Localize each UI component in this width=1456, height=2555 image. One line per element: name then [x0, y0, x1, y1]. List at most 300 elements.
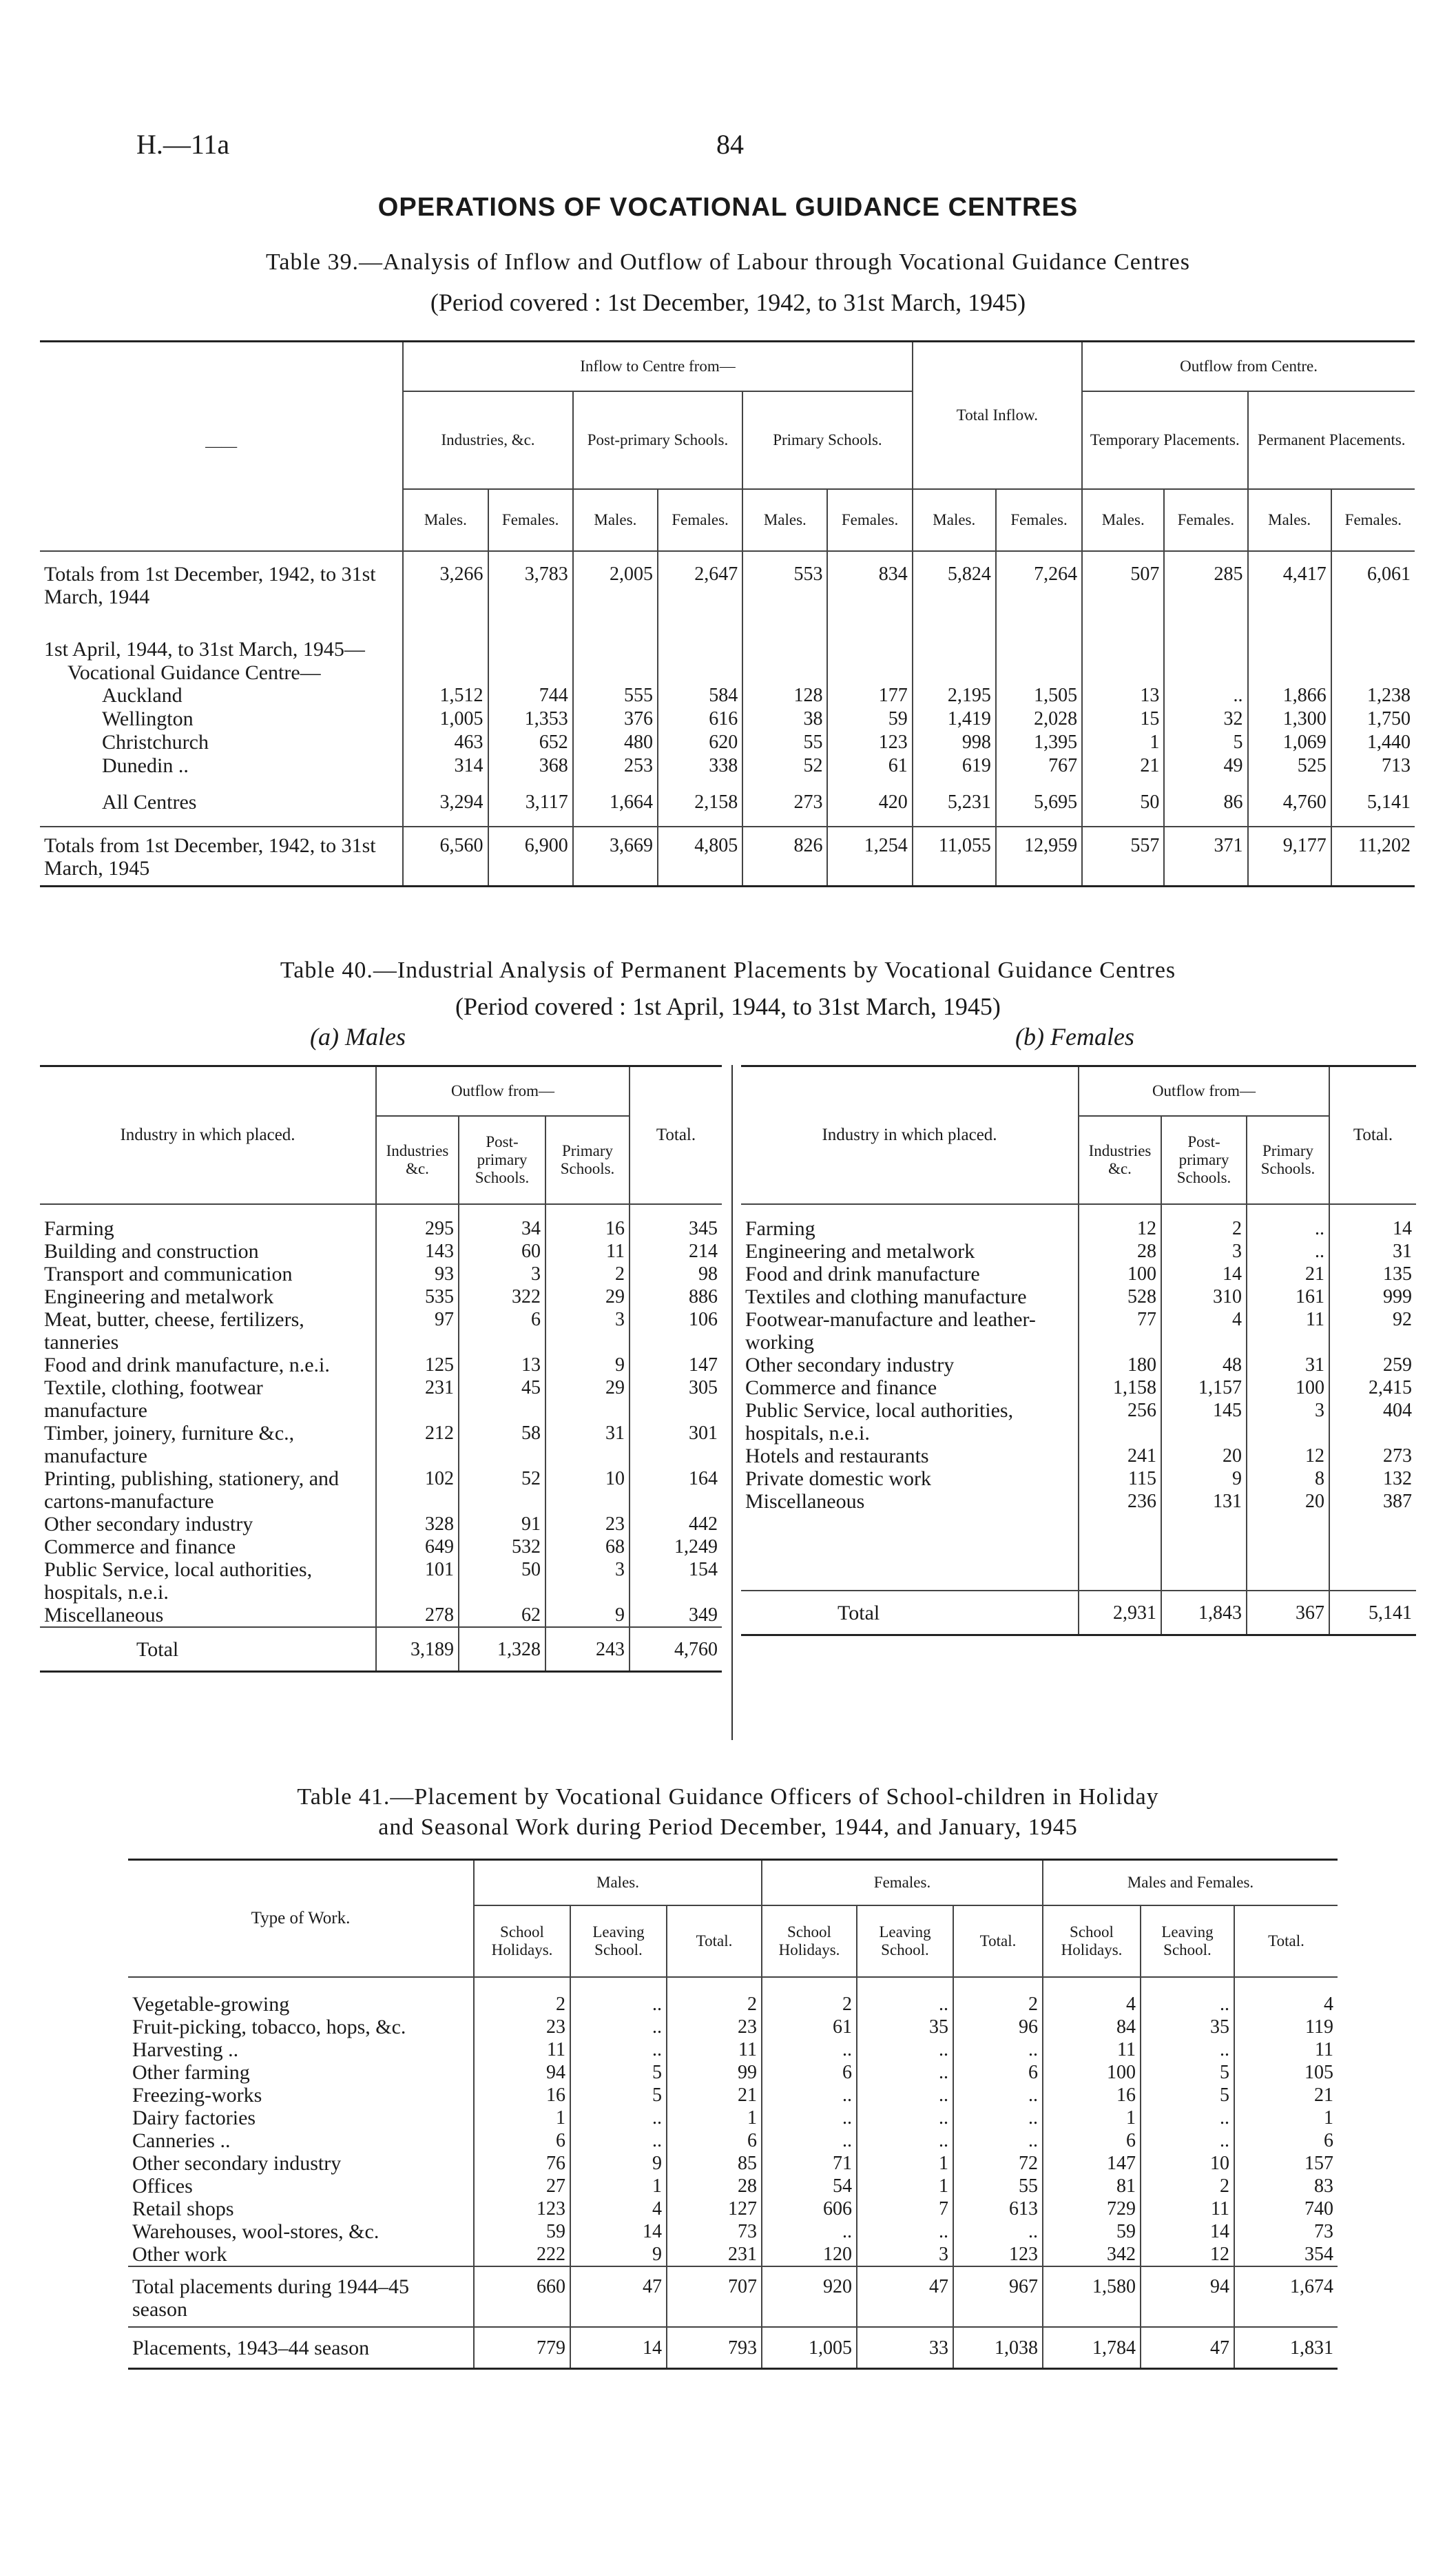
table41-total2-cell: 1,038 [953, 2327, 1043, 2369]
table41-caption-line1: Table 41.—Placement by Vocational Guidance Officers of School-children in Holiday [297, 1784, 1159, 1810]
table41-cell: .. [1141, 1977, 1234, 2016]
table39-cell [573, 617, 658, 661]
table41-cell: 9 [570, 2243, 667, 2266]
table41-cell: .. [1141, 2038, 1234, 2061]
table41-cell: 55 [953, 2175, 1043, 2197]
table40-females-cell: 9 [1161, 1467, 1247, 1490]
table40-males-header-primary: Primary Schools. [545, 1116, 630, 1204]
table39-cell: 4,417 [1248, 551, 1331, 617]
table41-cell: 231 [667, 2243, 762, 2266]
table40-females-cell: 3 [1247, 1399, 1329, 1445]
table40-males-row [40, 1535, 722, 1558]
table41-cell: 5 [1141, 2084, 1234, 2107]
table40-males-header-post-primary: Post-primary Schools. [459, 1116, 545, 1204]
table40-males-cell: 349 [630, 1604, 722, 1627]
table40-males-cell: 13 [459, 1354, 545, 1376]
table41-cell: .. [857, 2038, 953, 2061]
table40-females-cell: 1,158 [1079, 1376, 1161, 1399]
table39-cell: 1,419 [913, 707, 996, 731]
table41-row-label: Canneries .. [132, 2129, 231, 2152]
table40-males-total-row [40, 1627, 722, 1672]
table40-males-total-cell: 3,189 [376, 1627, 459, 1672]
table40-males-total-label: Total [136, 1637, 179, 1661]
table40-females-row-label: Textiles and clothing manufacture [745, 1285, 1027, 1308]
table40-females-row-label: Food and drink manufacture [745, 1263, 980, 1285]
table39-cell [1082, 617, 1164, 661]
table39-cell: 285 [1164, 551, 1247, 617]
table40-females-cell: 12 [1079, 1204, 1161, 1240]
table39-header-permanent: Permanent Placements. [1248, 391, 1415, 489]
table41-cell: 11 [1141, 2197, 1234, 2220]
table41-cell: 23 [667, 2016, 762, 2038]
table39-cell [996, 661, 1082, 684]
table41-row-label: Vegetable-growing [132, 1993, 290, 2016]
table39-header-males: Males. [1082, 489, 1164, 551]
table41-cell: 127 [667, 2197, 762, 2220]
table40-males-header-outflow: Outflow from— [376, 1066, 630, 1117]
table39-cell: 619 [913, 754, 996, 778]
table39-cell: 525 [1248, 754, 1331, 778]
table39-row [40, 707, 1415, 731]
table41-row [128, 2152, 1338, 2175]
table41-cell: 96 [953, 2016, 1043, 2038]
table40-males-row-label: Building and construction [44, 1240, 259, 1263]
table41-cell: .. [953, 2129, 1043, 2152]
table40-males-cell: 212 [376, 1422, 459, 1467]
table41-cell: .. [953, 2038, 1043, 2061]
table41-cell: .. [762, 2107, 857, 2129]
table41-cell: 59 [1043, 2220, 1141, 2243]
table39-cell [1164, 617, 1247, 661]
table40-females-row [741, 1285, 1416, 1308]
table39-cell: 555 [573, 684, 658, 707]
table41-header-hol: School Holidays. [474, 1905, 570, 1977]
table41-header-hol: School Holidays. [1043, 1905, 1141, 1977]
table40-males-cell: 535 [376, 1285, 459, 1308]
table39-cell: 55 [742, 731, 827, 754]
table41-cell: 23 [474, 2016, 570, 2038]
table41-row [128, 2038, 1338, 2061]
table40-females-cell: 256 [1079, 1399, 1161, 1445]
table39-cell: 50 [1082, 778, 1164, 827]
table39-caption: Table 39.—Analysis of Inflow and Outflow of Labour through Vocational Guidance Centres [266, 249, 1190, 275]
table40-males-row [40, 1376, 722, 1422]
table40-males-cell: 231 [376, 1376, 459, 1422]
table39-cell [913, 661, 996, 684]
table40-males-row-label: Other secondary industry [44, 1513, 253, 1535]
table40-females-header-total: Total. [1329, 1066, 1416, 1205]
table41-cell: 21 [667, 2084, 762, 2107]
table40-males-cell: 29 [545, 1376, 630, 1422]
table40-males-title: (a) Males [310, 1023, 406, 1051]
table41-row-label: Harvesting .. [132, 2038, 239, 2061]
table40-males-cell: 442 [630, 1513, 722, 1535]
table39-cell [403, 661, 488, 684]
table41-cell: 1 [667, 2107, 762, 2129]
table41-cell: 54 [762, 2175, 857, 2197]
table40-males [40, 1065, 722, 1673]
table41-cell: .. [857, 2084, 953, 2107]
table40-males-row-label: Textile, clothing, footwear manufacture [44, 1376, 263, 1422]
table40-males-cell: 31 [545, 1422, 630, 1467]
table39-cell [403, 617, 488, 661]
table40-females-spacer-cell [1161, 1513, 1247, 1591]
table40-females-cell: 20 [1161, 1445, 1247, 1467]
table40-females-cell: 100 [1247, 1376, 1329, 1399]
table39-cell: .. [1164, 684, 1247, 707]
table39-cell: 826 [742, 827, 827, 887]
table39-cell: 38 [742, 707, 827, 731]
table39-cell: 1,440 [1331, 731, 1415, 754]
table40-females-cell: 92 [1329, 1308, 1416, 1354]
table40-females-cell: .. [1247, 1204, 1329, 1240]
table40-males-cell: 9 [545, 1604, 630, 1627]
table39-cell: 1,254 [827, 827, 912, 887]
table39-cell: 1,069 [1248, 731, 1331, 754]
table39-row-label: Totals from 1st December, 1942, to 31st March, 1944 [44, 563, 376, 608]
table41-total2-cell: 1,831 [1234, 2327, 1338, 2369]
table39-row-label: Auckland [102, 684, 183, 707]
table40-females-cell: 48 [1161, 1354, 1247, 1376]
table40-males-cell: 97 [376, 1308, 459, 1354]
table39-header-primary: Primary Schools. [742, 391, 912, 489]
table39-cell: 1,866 [1248, 684, 1331, 707]
table39-row [40, 778, 1415, 827]
table39-cell: 616 [658, 707, 742, 731]
table39-cell: 507 [1082, 551, 1164, 617]
table40-females-spacer-cell [741, 1513, 1079, 1591]
table40-males-total-cell: 243 [545, 1627, 630, 1672]
table41-total1-cell: 920 [762, 2266, 857, 2327]
table41-cell: 59 [474, 2220, 570, 2243]
table39-cell [996, 617, 1082, 661]
table41-cell: 10 [1141, 2152, 1234, 2175]
table39-cell: 6,560 [403, 827, 488, 887]
table41-header-males: Males. [474, 1860, 762, 1906]
table41-total1-cell: 707 [667, 2266, 762, 2327]
table40-females-cell: 310 [1161, 1285, 1247, 1308]
table40-males-cell: 532 [459, 1535, 545, 1558]
table39-row [40, 551, 1415, 617]
table39-cell: 376 [573, 707, 658, 731]
table40-females-row-label: Commerce and finance [745, 1376, 937, 1399]
table40-males-row-label: Transport and communication [44, 1263, 293, 1285]
table39-cell: 652 [488, 731, 573, 754]
table40-males-row [40, 1467, 722, 1513]
table41-cell: 11 [1043, 2038, 1141, 2061]
table40-males-row [40, 1354, 722, 1376]
table40-males-total-cell: 4,760 [630, 1627, 722, 1672]
table41-cell: .. [857, 2107, 953, 2129]
table40-females-cell: 14 [1161, 1263, 1247, 1285]
table41-cell: 27 [474, 2175, 570, 2197]
table40-females-row [741, 1467, 1416, 1490]
table39-cell: 12,959 [996, 827, 1082, 887]
table40-males-cell: 62 [459, 1604, 545, 1627]
table39-cell [913, 617, 996, 661]
table40-males-cell: 328 [376, 1513, 459, 1535]
table40-females-row-label: Public Service, local authorities, hospitals, n.e.i. [745, 1399, 1014, 1445]
table41-cell: 354 [1234, 2243, 1338, 2266]
table39-cell: 59 [827, 707, 912, 731]
table39-cell: 584 [658, 684, 742, 707]
table41-cell: 613 [953, 2197, 1043, 2220]
table41-cell: 5 [1141, 2061, 1234, 2084]
table41-cell: 9 [570, 2152, 667, 2175]
table40-females-header-industries: Industries &c. [1079, 1116, 1161, 1204]
table41-total1-cell: 47 [570, 2266, 667, 2327]
table40-males-cell: 3 [459, 1263, 545, 1285]
table39-header-total-inflow: Total Inflow. [913, 342, 1082, 490]
table39-cell: 3,117 [488, 778, 573, 827]
document-code: H.—11a [136, 129, 230, 160]
table40-females-total-cell: 1,843 [1161, 1591, 1247, 1635]
table39-cell: 177 [827, 684, 912, 707]
table39-cell [1082, 661, 1164, 684]
table40-males-cell: 102 [376, 1467, 459, 1513]
table41-row [128, 2129, 1338, 2152]
table41-cell: 99 [667, 2061, 762, 2084]
table39-cell: 314 [403, 754, 488, 778]
table40-males-row-label: Food and drink manufacture, n.e.i. [44, 1354, 330, 1376]
table41-header-total: Total. [667, 1905, 762, 1977]
table40-males-cell: 345 [630, 1204, 722, 1240]
table41-cell: .. [762, 2038, 857, 2061]
table39-header-post-primary: Post-primary Schools. [573, 391, 742, 489]
table39-cell: 1,238 [1331, 684, 1415, 707]
table40-females-cell: 1,157 [1161, 1376, 1247, 1399]
table40-males-row [40, 1263, 722, 1285]
table40-males-row-label: Engineering and metalwork [44, 1285, 274, 1308]
table40-females-cell: 28 [1079, 1240, 1161, 1263]
table40-females-row-label: Engineering and metalwork [745, 1240, 975, 1263]
table39-header-males: Males. [742, 489, 827, 551]
table41-header-leave: Leaving School. [570, 1905, 667, 1977]
table41-cell: .. [570, 2016, 667, 2038]
table39-cell: 1,395 [996, 731, 1082, 754]
table41-cell: 14 [570, 2220, 667, 2243]
table40-males-cell: 1,249 [630, 1535, 722, 1558]
table40-males-cell: 11 [545, 1240, 630, 1263]
table39-cell: 11,055 [913, 827, 996, 887]
table39-cell [742, 617, 827, 661]
table39-cell: 1,300 [1248, 707, 1331, 731]
table40-males-row-label: Commerce and finance [44, 1535, 236, 1558]
table41-cell: .. [857, 2129, 953, 2152]
table39-row-label: Wellington [102, 707, 194, 730]
table39-header-females: Females. [1164, 489, 1247, 551]
table40-males-cell: 10 [545, 1467, 630, 1513]
table39-cell: 767 [996, 754, 1082, 778]
table41-cell: 2 [762, 1977, 857, 2016]
table41-cell: 6 [953, 2061, 1043, 2084]
table41-total1-cell: 660 [474, 2266, 570, 2327]
table39-cell: 253 [573, 754, 658, 778]
table39-header-males: Males. [403, 489, 488, 551]
table39-cell: 557 [1082, 827, 1164, 887]
table40-males-cell: 154 [630, 1558, 722, 1604]
table40-females-cell: 145 [1161, 1399, 1247, 1445]
table41-cell: .. [762, 2129, 857, 2152]
table41-cell: .. [953, 2220, 1043, 2243]
table41-cell: 16 [1043, 2084, 1141, 2107]
table39-cell: 6,061 [1331, 551, 1415, 617]
table40-males-row [40, 1240, 722, 1263]
table41-cell: 61 [762, 2016, 857, 2038]
table39-header-blank: —— [40, 342, 403, 552]
table39-cell: 368 [488, 754, 573, 778]
table41-cell: 73 [667, 2220, 762, 2243]
table40-males-cell: 23 [545, 1513, 630, 1535]
table40-females-row-label: Hotels and restaurants [745, 1445, 929, 1467]
table40-males-header-total: Total. [630, 1066, 722, 1205]
table41-header-total: Total. [953, 1905, 1043, 1977]
table41-cell: 4 [1043, 1977, 1141, 2016]
table39-cell: 15 [1082, 707, 1164, 731]
table40-females-spacer [741, 1513, 1416, 1591]
table39-row [40, 754, 1415, 778]
table41-total1-cell: 967 [953, 2266, 1043, 2327]
table41-total1-cell: 47 [857, 2266, 953, 2327]
table41-cell: 2 [667, 1977, 762, 2016]
table39-period: (Period covered : 1st December, 1942, to 31st March, 1945) [430, 289, 1026, 316]
table40-males-row-label: Meat, butter, cheese, fertilizers, tanneries [44, 1308, 304, 1354]
table39-cell [573, 661, 658, 684]
table40-males-row-label: Miscellaneous [44, 1604, 164, 1626]
table40-males-cell: 2 [545, 1263, 630, 1285]
table39-cell: 1,505 [996, 684, 1082, 707]
table39-cell: 1,005 [403, 707, 488, 731]
table39-row-label: 1st April, 1944, to 31st March, 1945— [44, 638, 365, 661]
table40-females-cell: 4 [1161, 1308, 1247, 1354]
table41-cell: 84 [1043, 2016, 1141, 2038]
table41-cell: 1 [857, 2175, 953, 2197]
table41-row [128, 2220, 1338, 2243]
table39-cell: 86 [1164, 778, 1247, 827]
table40-females-cell: 21 [1247, 1263, 1329, 1285]
table41-total1-cell: 94 [1141, 2266, 1234, 2327]
table40-females-row [741, 1354, 1416, 1376]
table39-cell: 480 [573, 731, 658, 754]
table39-cell: 2,647 [658, 551, 742, 617]
table39-row [40, 661, 1415, 684]
table41-cell: 4 [1234, 1977, 1338, 2016]
table40-females-cell: 273 [1329, 1445, 1416, 1467]
table40-males-row [40, 1558, 722, 1604]
table41-cell: 35 [857, 2016, 953, 2038]
table39-row-label: Dunedin .. [102, 754, 189, 777]
table41-cell: .. [1141, 2129, 1234, 2152]
table41-caption-line2: and Seasonal Work during Period December, 1944, and January, 1945 [378, 1814, 1078, 1840]
table40-males-cell: 91 [459, 1513, 545, 1535]
table41-cell: 3 [857, 2243, 953, 2266]
table39-cell: 2,158 [658, 778, 742, 827]
table39-cell: 338 [658, 754, 742, 778]
table41-cell: 147 [1043, 2152, 1141, 2175]
table40-females-cell: 528 [1079, 1285, 1161, 1308]
table41-header-females: Females. [762, 1860, 1043, 1906]
table39-cell: 6,900 [488, 827, 573, 887]
table39-header-males: Males. [573, 489, 658, 551]
table41-total2-cell: 793 [667, 2327, 762, 2369]
table41-header-leave: Leaving School. [1141, 1905, 1234, 1977]
table41-cell: 1 [474, 2107, 570, 2129]
table40-males-row-label: Printing, publishing, stationery, and cartons-manufacture [44, 1467, 340, 1513]
table41-cell: 4 [570, 2197, 667, 2220]
table41-row-label: Other work [132, 2243, 227, 2266]
table40-males-header-industry: Industry in which placed. [40, 1066, 376, 1205]
table40-divider [731, 1065, 733, 1740]
table39-row-label: All Centres [102, 790, 197, 814]
table41-header-hol: School Holidays. [762, 1905, 857, 1977]
table40-females-row [741, 1308, 1416, 1354]
table39-cell: 52 [742, 754, 827, 778]
table40-caption: Table 40.—Industrial Analysis of Permanent Placements by Vocational Guidance Centres [280, 958, 1176, 983]
table41-cell: .. [953, 2084, 1043, 2107]
table39-cell: 371 [1164, 827, 1247, 887]
table40-females-header-primary: Primary Schools. [1247, 1116, 1329, 1204]
table40-males-row [40, 1604, 722, 1627]
table41-cell: 342 [1043, 2243, 1141, 2266]
table41-cell: 21 [1234, 2084, 1338, 2107]
table40-males-cell: 3 [545, 1308, 630, 1354]
table41-cell: .. [570, 2038, 667, 2061]
table41-cell: 6 [474, 2129, 570, 2152]
table39-header-females: Females. [827, 489, 912, 551]
page-number: 84 [716, 129, 744, 160]
table39-header-males: Males. [913, 489, 996, 551]
table41 [128, 1859, 1338, 2370]
table41-cell: 16 [474, 2084, 570, 2107]
table40-females-cell: 387 [1329, 1490, 1416, 1513]
table39-cell: 5,231 [913, 778, 996, 827]
table40-females-cell: 14 [1329, 1204, 1416, 1240]
table39-cell: 32 [1164, 707, 1247, 731]
table41-row-label: Warehouses, wool-stores, &c. [132, 2220, 379, 2243]
table39-cell [658, 617, 742, 661]
table39-cell: 49 [1164, 754, 1247, 778]
table40-females-cell: 236 [1079, 1490, 1161, 1513]
table39-cell [1248, 617, 1331, 661]
table39-header-industries: Industries, &c. [403, 391, 572, 489]
table39-cell [1331, 661, 1415, 684]
table41-row [128, 1977, 1338, 2016]
table41-cell: 2 [474, 1977, 570, 2016]
table41-cell: .. [570, 2129, 667, 2152]
table41-total1-label: Total placements during 1944–45 season [132, 2275, 409, 2321]
table40-females-cell: 135 [1329, 1263, 1416, 1285]
table40-males-cell: 52 [459, 1467, 545, 1513]
table39-cell: 1,512 [403, 684, 488, 707]
table39-cell: 620 [658, 731, 742, 754]
table40-males-row-label: Timber, joinery, furniture &c., manufacture [44, 1422, 295, 1467]
table39-cell [488, 661, 573, 684]
table39-cell: 2,005 [573, 551, 658, 617]
table39-cell [827, 661, 912, 684]
table39-row-label: Totals from 1st December, 1942, to 31st March, 1945 [44, 834, 376, 880]
table41-cell: 83 [1234, 2175, 1338, 2197]
table40-males-total-cell: 1,328 [459, 1627, 545, 1672]
table41-cell: 6 [1043, 2129, 1141, 2152]
table39-header-outflow: Outflow from Centre. [1082, 342, 1415, 392]
table39-row [40, 617, 1415, 661]
table40-males-cell: 106 [630, 1308, 722, 1354]
table40-females-row [741, 1376, 1416, 1399]
table41-cell: 2 [1141, 2175, 1234, 2197]
table40-females-row [741, 1445, 1416, 1467]
table40-females-cell: 132 [1329, 1467, 1416, 1490]
table41-cell: 5 [570, 2084, 667, 2107]
